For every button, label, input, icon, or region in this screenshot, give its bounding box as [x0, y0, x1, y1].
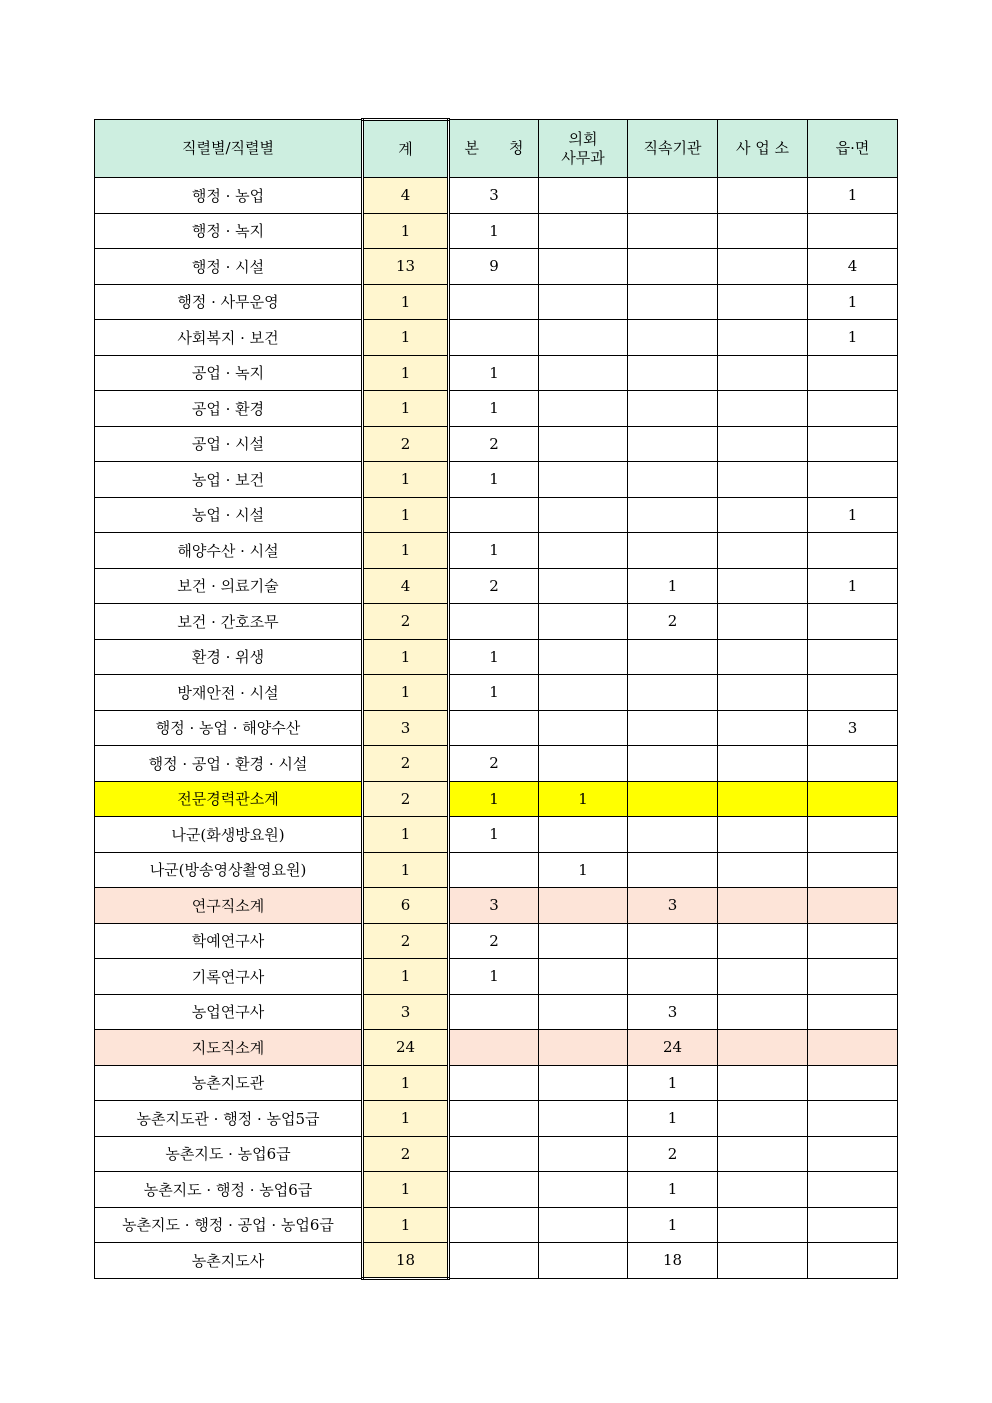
cell-council-office: 1 — [539, 852, 628, 888]
table-row — [95, 391, 898, 427]
cell-total: 1 — [363, 1065, 449, 1101]
cell-affiliated-agency: 18 — [628, 1243, 718, 1279]
cell-business-office — [718, 604, 808, 640]
cell-main-office — [449, 320, 539, 356]
cell-town: 4 — [808, 249, 898, 285]
cell-business-office — [718, 284, 808, 320]
cell-business-office — [718, 249, 808, 285]
cell-total: 1 — [363, 533, 449, 569]
cell-total: 1 — [363, 959, 449, 995]
cell-town: 3 — [808, 710, 898, 746]
cell-main-office — [449, 497, 539, 533]
header-town: 읍·면 — [808, 120, 898, 178]
cell-main-office: 1 — [449, 391, 539, 427]
cell-business-office — [718, 852, 808, 888]
cell-business-office — [718, 1101, 808, 1137]
cell-total: 1 — [363, 497, 449, 533]
cell-affiliated-agency: 2 — [628, 1136, 718, 1172]
cell-affiliated-agency — [628, 852, 718, 888]
cell-total: 2 — [363, 604, 449, 640]
cell-main-office: 1 — [449, 462, 539, 498]
cell-total: 1 — [363, 675, 449, 711]
cell-category: 행정 · 사무운영 — [95, 284, 363, 320]
staffing-table — [94, 118, 898, 1280]
cell-affiliated-agency — [628, 639, 718, 675]
cell-total: 1 — [363, 1172, 449, 1208]
table-row — [95, 604, 898, 640]
cell-category: 농촌지도 · 농업6급 — [95, 1136, 363, 1172]
cell-town: 1 — [808, 568, 898, 604]
cell-affiliated-agency — [628, 284, 718, 320]
cell-town: 1 — [808, 320, 898, 356]
cell-category: 나군(화생방요원) — [95, 817, 363, 853]
cell-town — [808, 746, 898, 782]
cell-main-office — [449, 1065, 539, 1101]
cell-business-office — [718, 781, 808, 817]
cell-affiliated-agency — [628, 710, 718, 746]
cell-affiliated-agency — [628, 320, 718, 356]
cell-category: 기록연구사 — [95, 959, 363, 995]
cell-total: 24 — [363, 1030, 449, 1066]
cell-council-office: 1 — [539, 781, 628, 817]
table-row — [95, 746, 898, 782]
header-council-office — [539, 120, 628, 178]
cell-main-office: 2 — [449, 426, 539, 462]
cell-town — [808, 1172, 898, 1208]
cell-business-office — [718, 1207, 808, 1243]
cell-main-office: 1 — [449, 959, 539, 995]
cell-total: 2 — [363, 781, 449, 817]
cell-council-office — [539, 604, 628, 640]
cell-town — [808, 923, 898, 959]
cell-category: 지도직소계 — [95, 1030, 363, 1066]
table-header — [95, 120, 898, 178]
cell-main-office: 2 — [449, 568, 539, 604]
table-row — [95, 462, 898, 498]
cell-main-office: 1 — [449, 533, 539, 569]
cell-total: 1 — [363, 462, 449, 498]
cell-total: 2 — [363, 1136, 449, 1172]
header-row — [95, 120, 898, 178]
cell-town — [808, 781, 898, 817]
table-row — [95, 1172, 898, 1208]
cell-affiliated-agency — [628, 781, 718, 817]
cell-affiliated-agency: 1 — [628, 1065, 718, 1101]
cell-business-office — [718, 391, 808, 427]
table-row — [95, 1101, 898, 1137]
table-row — [95, 675, 898, 711]
cell-business-office — [718, 320, 808, 356]
header-council-line2: 사무과 — [561, 148, 605, 167]
cell-town — [808, 1065, 898, 1101]
cell-affiliated-agency — [628, 675, 718, 711]
cell-main-office — [449, 1172, 539, 1208]
table-row — [95, 852, 898, 888]
cell-council-office — [539, 1207, 628, 1243]
cell-council-office — [539, 497, 628, 533]
cell-main-office — [449, 604, 539, 640]
cell-total: 2 — [363, 426, 449, 462]
table-row — [95, 1065, 898, 1101]
cell-total: 1 — [363, 817, 449, 853]
cell-category: 학예연구사 — [95, 923, 363, 959]
cell-total: 3 — [363, 710, 449, 746]
table-row — [95, 178, 898, 214]
cell-business-office — [718, 959, 808, 995]
cell-business-office — [718, 568, 808, 604]
cell-council-office — [539, 1172, 628, 1208]
cell-total: 4 — [363, 178, 449, 214]
cell-council-office — [539, 1101, 628, 1137]
cell-council-office — [539, 426, 628, 462]
cell-business-office — [718, 1030, 808, 1066]
table-row — [95, 497, 898, 533]
cell-category: 농촌지도 · 행정 · 농업6급 — [95, 1172, 363, 1208]
cell-business-office — [718, 923, 808, 959]
cell-total: 1 — [363, 639, 449, 675]
cell-affiliated-agency: 2 — [628, 604, 718, 640]
cell-affiliated-agency — [628, 426, 718, 462]
cell-category: 전문경력관소계 — [95, 781, 363, 817]
cell-main-office — [449, 852, 539, 888]
cell-category: 보건 · 의료기술 — [95, 568, 363, 604]
cell-category: 행정 · 농업 — [95, 178, 363, 214]
cell-affiliated-agency — [628, 178, 718, 214]
cell-category: 방재안전 · 시설 — [95, 675, 363, 711]
cell-main-office — [449, 1243, 539, 1279]
table-row — [95, 994, 898, 1030]
cell-main-office: 2 — [449, 923, 539, 959]
table-body — [95, 178, 898, 1279]
table-row — [95, 320, 898, 356]
table-row — [95, 1136, 898, 1172]
cell-main-office: 1 — [449, 781, 539, 817]
cell-town — [808, 852, 898, 888]
cell-affiliated-agency: 1 — [628, 1207, 718, 1243]
cell-total: 1 — [363, 1101, 449, 1137]
table-row — [95, 639, 898, 675]
table-row — [95, 213, 898, 249]
cell-business-office — [718, 533, 808, 569]
cell-category: 행정 · 농업 · 해양수산 — [95, 710, 363, 746]
table-row — [95, 1207, 898, 1243]
cell-total: 1 — [363, 320, 449, 356]
cell-category: 공업 · 시설 — [95, 426, 363, 462]
table-row — [95, 533, 898, 569]
cell-total: 1 — [363, 1207, 449, 1243]
cell-town — [808, 1243, 898, 1279]
cell-town — [808, 391, 898, 427]
cell-business-office — [718, 355, 808, 391]
header-main-office: 본 청 — [449, 120, 539, 178]
cell-business-office — [718, 178, 808, 214]
cell-business-office — [718, 1136, 808, 1172]
cell-business-office — [718, 462, 808, 498]
cell-total: 18 — [363, 1243, 449, 1279]
cell-main-office — [449, 1101, 539, 1137]
cell-town — [808, 888, 898, 924]
cell-main-office: 1 — [449, 639, 539, 675]
table-row — [95, 959, 898, 995]
cell-total: 1 — [363, 355, 449, 391]
cell-main-office: 9 — [449, 249, 539, 285]
cell-affiliated-agency: 1 — [628, 568, 718, 604]
cell-council-office — [539, 391, 628, 427]
cell-total: 1 — [363, 852, 449, 888]
cell-affiliated-agency — [628, 746, 718, 782]
table-row — [95, 355, 898, 391]
cell-category: 해양수산 · 시설 — [95, 533, 363, 569]
cell-town — [808, 1101, 898, 1137]
cell-business-office — [718, 497, 808, 533]
cell-council-office — [539, 639, 628, 675]
cell-affiliated-agency: 3 — [628, 994, 718, 1030]
cell-business-office — [718, 710, 808, 746]
cell-council-office — [539, 462, 628, 498]
cell-council-office — [539, 533, 628, 569]
cell-main-office: 3 — [449, 178, 539, 214]
cell-affiliated-agency — [628, 213, 718, 249]
cell-category: 사회복지 · 보건 — [95, 320, 363, 356]
table-row — [95, 1243, 898, 1279]
cell-council-office — [539, 249, 628, 285]
header-affiliated-agency: 직속기관 — [628, 120, 718, 178]
cell-affiliated-agency: 3 — [628, 888, 718, 924]
cell-town — [808, 604, 898, 640]
cell-category: 농촌지도사 — [95, 1243, 363, 1279]
cell-town — [808, 994, 898, 1030]
cell-business-office — [718, 675, 808, 711]
cell-main-office: 1 — [449, 675, 539, 711]
table-row — [95, 568, 898, 604]
cell-town — [808, 533, 898, 569]
cell-main-office: 2 — [449, 746, 539, 782]
cell-town — [808, 213, 898, 249]
cell-business-office — [718, 1243, 808, 1279]
cell-town — [808, 817, 898, 853]
cell-category: 농촌지도관 · 행정 · 농업5급 — [95, 1101, 363, 1137]
cell-town — [808, 675, 898, 711]
cell-council-office — [539, 320, 628, 356]
cell-total: 1 — [363, 213, 449, 249]
cell-council-office — [539, 568, 628, 604]
cell-business-office — [718, 994, 808, 1030]
cell-main-office — [449, 1030, 539, 1066]
table-row — [95, 1030, 898, 1066]
cell-business-office — [718, 817, 808, 853]
cell-town — [808, 1030, 898, 1066]
cell-town: 1 — [808, 497, 898, 533]
table-row — [95, 284, 898, 320]
cell-main-office: 1 — [449, 213, 539, 249]
cell-council-office — [539, 994, 628, 1030]
cell-main-office — [449, 1207, 539, 1243]
table-row — [95, 923, 898, 959]
cell-affiliated-agency — [628, 959, 718, 995]
cell-category: 농업 · 보건 — [95, 462, 363, 498]
cell-category: 농업연구사 — [95, 994, 363, 1030]
cell-main-office — [449, 284, 539, 320]
cell-main-office — [449, 710, 539, 746]
header-total: 계 — [363, 120, 449, 178]
cell-total: 13 — [363, 249, 449, 285]
table-row — [95, 710, 898, 746]
cell-town — [808, 959, 898, 995]
cell-council-office — [539, 923, 628, 959]
cell-affiliated-agency — [628, 355, 718, 391]
cell-main-office: 3 — [449, 888, 539, 924]
cell-affiliated-agency: 1 — [628, 1172, 718, 1208]
header-council-line1: 의회 — [568, 129, 598, 148]
cell-category: 농업 · 시설 — [95, 497, 363, 533]
cell-council-office — [539, 746, 628, 782]
cell-town — [808, 1207, 898, 1243]
table-row — [95, 426, 898, 462]
cell-main-office: 1 — [449, 355, 539, 391]
cell-total: 1 — [363, 284, 449, 320]
cell-town — [808, 1136, 898, 1172]
cell-town — [808, 355, 898, 391]
cell-category: 연구직소계 — [95, 888, 363, 924]
cell-total: 3 — [363, 994, 449, 1030]
cell-affiliated-agency — [628, 391, 718, 427]
cell-category: 농촌지도관 — [95, 1065, 363, 1101]
cell-council-office — [539, 178, 628, 214]
cell-category: 농촌지도 · 행정 · 공업 · 농업6급 — [95, 1207, 363, 1243]
table-row — [95, 781, 898, 817]
cell-affiliated-agency: 1 — [628, 1101, 718, 1137]
cell-category: 나군(방송영상촬영요원) — [95, 852, 363, 888]
cell-affiliated-agency — [628, 497, 718, 533]
cell-total: 2 — [363, 746, 449, 782]
cell-category: 공업 · 환경 — [95, 391, 363, 427]
cell-total: 6 — [363, 888, 449, 924]
cell-total: 1 — [363, 391, 449, 427]
cell-category: 환경 · 위생 — [95, 639, 363, 675]
cell-total: 2 — [363, 923, 449, 959]
cell-council-office — [539, 1136, 628, 1172]
cell-main-office: 1 — [449, 817, 539, 853]
cell-town — [808, 462, 898, 498]
cell-council-office — [539, 355, 628, 391]
cell-council-office — [539, 675, 628, 711]
cell-affiliated-agency — [628, 817, 718, 853]
cell-town — [808, 639, 898, 675]
cell-affiliated-agency — [628, 249, 718, 285]
cell-town — [808, 426, 898, 462]
cell-business-office — [718, 426, 808, 462]
cell-council-office — [539, 1030, 628, 1066]
cell-business-office — [718, 213, 808, 249]
cell-total: 4 — [363, 568, 449, 604]
cell-business-office — [718, 1065, 808, 1101]
table-row — [95, 249, 898, 285]
cell-category: 행정 · 시설 — [95, 249, 363, 285]
cell-council-office — [539, 1243, 628, 1279]
cell-category: 보건 · 간호조무 — [95, 604, 363, 640]
cell-town: 1 — [808, 178, 898, 214]
cell-council-office — [539, 1065, 628, 1101]
cell-business-office — [718, 1172, 808, 1208]
cell-main-office — [449, 1136, 539, 1172]
cell-category: 공업 · 녹지 — [95, 355, 363, 391]
table-row — [95, 888, 898, 924]
cell-affiliated-agency — [628, 462, 718, 498]
cell-council-office — [539, 817, 628, 853]
header-business-office: 사 업 소 — [718, 120, 808, 178]
cell-category: 행정 · 녹지 — [95, 213, 363, 249]
cell-council-office — [539, 888, 628, 924]
cell-business-office — [718, 746, 808, 782]
cell-affiliated-agency — [628, 923, 718, 959]
table-row — [95, 817, 898, 853]
cell-category: 행정 · 공업 · 환경 · 시설 — [95, 746, 363, 782]
cell-business-office — [718, 888, 808, 924]
cell-business-office — [718, 639, 808, 675]
cell-town: 1 — [808, 284, 898, 320]
cell-council-office — [539, 284, 628, 320]
header-category: 직렬별/직렬별 — [95, 120, 363, 178]
cell-affiliated-agency — [628, 533, 718, 569]
cell-council-office — [539, 213, 628, 249]
cell-council-office — [539, 959, 628, 995]
cell-affiliated-agency: 24 — [628, 1030, 718, 1066]
cell-council-office — [539, 710, 628, 746]
cell-main-office — [449, 994, 539, 1030]
